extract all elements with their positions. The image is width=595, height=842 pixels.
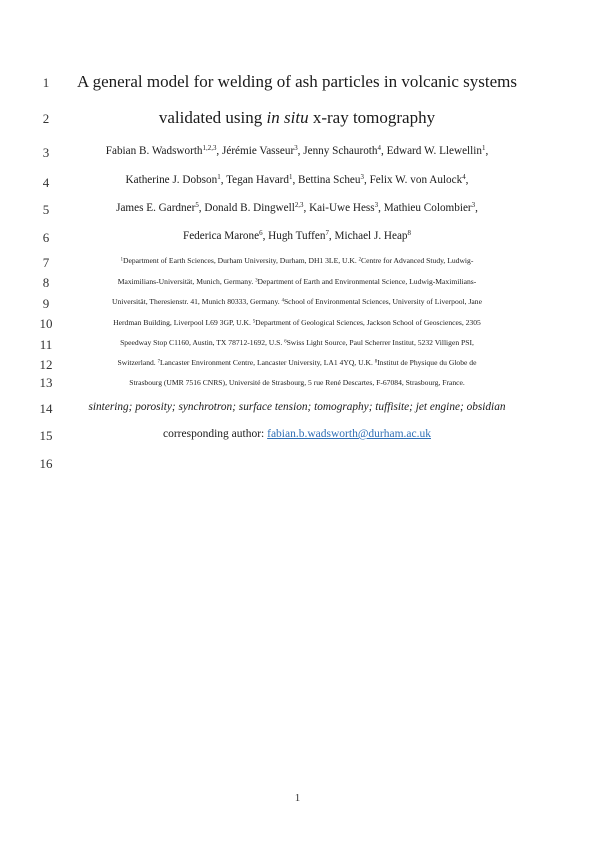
affiliation-marker: 7 [325,229,329,238]
affiliation-line [66,256,528,265]
title-italic-text: in situ [266,108,309,127]
separator: , [303,202,310,214]
separator: , [220,174,227,186]
separator: , [262,230,269,242]
affiliation-text: Switzerland. [117,358,158,367]
affiliation-marker: 4 [281,298,284,304]
line-number: 14 [39,401,53,416]
affiliation-marker: 3 [471,201,476,210]
title-text: A general model for welding of ash particles in volcanic systems [77,72,517,91]
line-number: 4 [42,175,50,190]
separator: , [292,174,299,186]
line-number: 7 [42,255,50,270]
separator: , [378,202,384,214]
affiliation-marker: 3 [374,201,379,210]
separator: , [363,174,370,186]
email-link[interactable]: fabian.b.wadsworth@durham.ac.uk [267,428,431,440]
line-number: 3 [42,145,50,160]
affiliation-marker: 8 [407,229,411,238]
author-line [66,230,528,242]
affiliation-text: Strasbourg (UMR 7516 CNRS), Université de Strasbourg, 5 rue René Descartes, F-67084, Strasbourg, France. [129,378,465,387]
affiliation-marker: 1 [481,144,486,153]
affiliation-marker: 6 [259,229,263,238]
line-number: 16 [39,456,53,471]
line-number: 9 [42,296,50,311]
affiliation-text: Department of Geological Sciences, Jackson School of Geosciences, 2305 [255,318,481,327]
line-number: 15 [39,428,53,443]
affiliation-line [66,318,528,327]
affiliation-marker: 2 [358,257,362,263]
title-text: x-ray tomography [308,108,436,127]
paper-title-line-2 [66,108,528,128]
separator: , [380,145,387,157]
affiliation-line [66,297,528,306]
separator: , [328,230,335,242]
author-name: Michael J. Heap [334,230,408,242]
title-text: validated using [158,108,267,127]
line-number: 1 [42,75,50,90]
affiliation-marker: 5 [252,319,256,325]
affiliation-marker: 1 [288,173,293,182]
author-name: Fabian B. Wadsworth [105,145,203,157]
author-line [66,202,528,214]
separator: , [297,145,304,157]
line-number: 2 [42,111,50,126]
keywords: sintering; porosity; synchrotron; surface tension; tomography; tuffisite; jet engine; obsidian [88,401,506,413]
author-name: Federica Marone [182,230,260,242]
author-name: Jenny Schauroth [303,145,378,157]
author-name: Hugh Tuffen [268,230,326,242]
author-name: Mathieu Colombier [383,202,472,214]
affiliation-line [66,277,528,286]
line-number: 10 [39,316,53,331]
line-number: 12 [39,357,53,372]
author-name: James E. Gardner [116,202,196,214]
affiliation-marker: 6 [284,339,287,345]
corresponding-author [66,428,528,440]
author-name: Katherine J. Dobson [125,174,218,186]
separator: , [485,145,489,157]
affiliation-text: Department of Earth Sciences, Durham University, Durham, DH1 3LE, U.K. [122,256,359,265]
author-name: Felix W. von Aulock [369,174,463,186]
affiliation-text: Centre for Advanced Study, Ludwig- [361,256,474,265]
affiliation-marker: 3 [294,144,298,153]
author-name: Kai-Uwe Hess [309,202,375,214]
author-name: Donald B. Dingwell [204,202,295,214]
separator: , [198,202,205,214]
affiliation-text: Swiss Light Source, Paul Scherrer Institut, 5232 Villigen PSI, [286,338,474,347]
author-name: Bettina Scheu [298,174,361,186]
affiliation-marker: 7 [157,359,160,365]
page-number: 1 [294,792,301,804]
affiliation-text: Speedway Stop C1160, Austin, TX 78712-1692, U.S. [120,338,285,347]
author-name: Edward W. Llewellin [386,145,482,157]
affiliation-marker: 4 [377,144,381,153]
line-number: 8 [42,275,50,290]
affiliation-text: Department of Earth and Environmental Science, Ludwig-Maximilians- [257,277,477,286]
corresponding-label: corresponding author: [163,428,268,440]
line-number: 13 [39,375,53,390]
affiliation-line [66,338,528,347]
affiliation-text: Institut de Physique du Globe de [377,358,477,367]
affiliation-marker: 5 [195,201,199,210]
affiliation-marker: 2,3 [294,201,304,210]
affiliation-marker: 8 [374,359,378,365]
separator: , [465,174,469,186]
affiliation-marker: 3 [360,173,364,182]
affiliation-marker: 3 [255,278,258,284]
affiliation-text: Universität, Theresienstr. 41, Munich 80333, Germany. [112,297,282,306]
line-number: 6 [42,230,50,245]
affiliation-text: Herdman Building, Liverpool L69 3GP, U.K. [113,318,253,327]
affiliation-text: Lancaster Environment Centre, Lancaster University, LA1 4YQ, U.K. [159,358,375,367]
paper-title-line-1 [66,72,528,92]
affiliation-marker: 4 [462,173,466,182]
line-number: 11 [39,337,53,352]
affiliation-marker: 1 [217,173,221,182]
affiliation-text: School of Environmental Sciences, University of Liverpool, Jane [283,297,482,306]
author-name: Jérémie Vasseur [222,145,295,157]
affiliation-marker: 1,2,3 [202,144,217,153]
affiliation-line [66,358,528,367]
author-line [66,174,528,186]
separator: , [475,202,478,214]
affiliation-text: Maximilians-Universität, Munich, Germany. [117,277,256,286]
affiliation-marker: 1 [120,257,123,263]
line-number: 5 [42,202,50,217]
author-name: Tegan Havard [226,174,289,186]
affiliation-line [66,378,528,387]
author-line [66,145,528,157]
separator: , [216,145,222,157]
